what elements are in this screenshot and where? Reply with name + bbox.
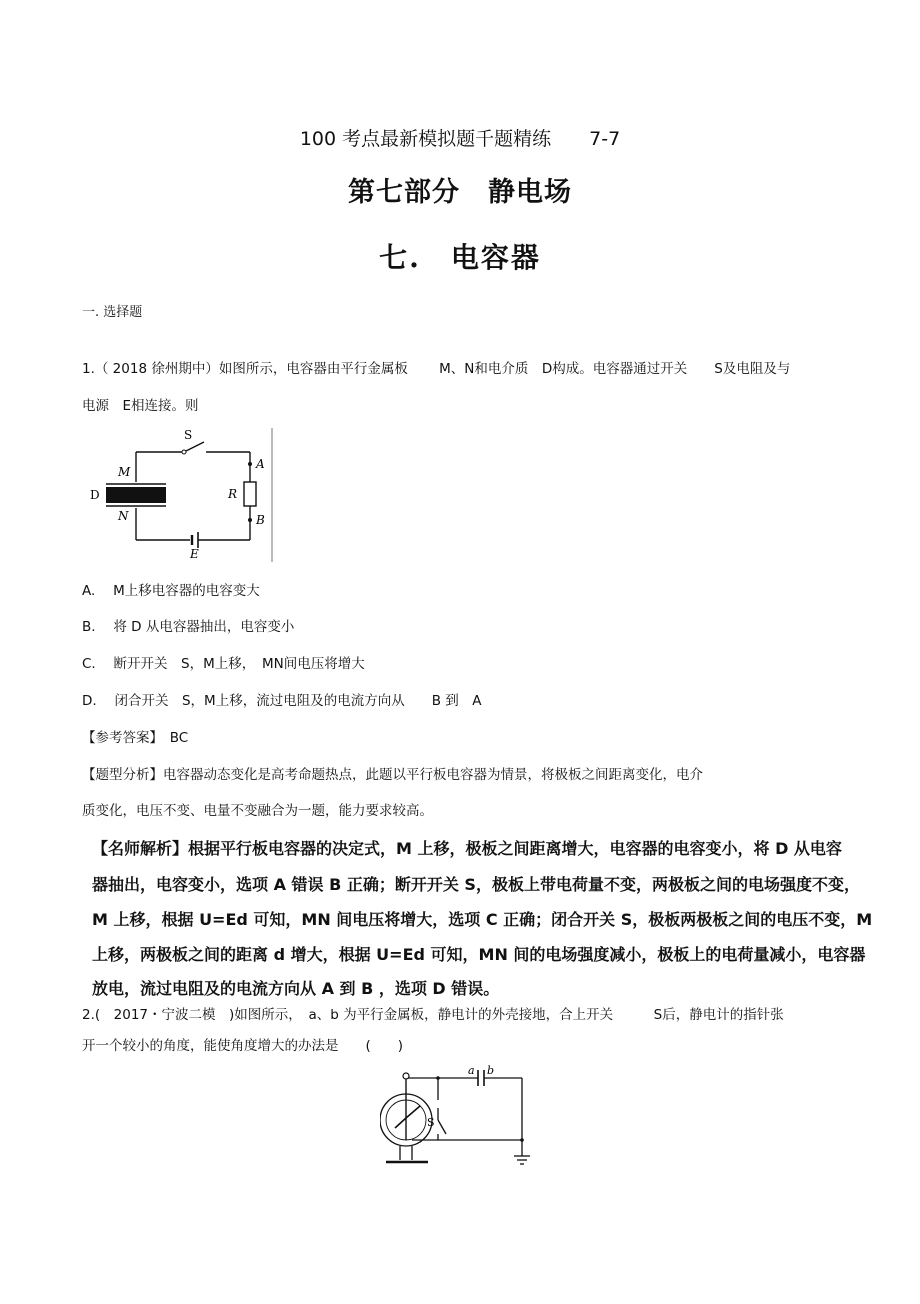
q1-stem-line2: 电源 E相连接。则	[82, 398, 199, 414]
q1-explanation-line5: 放电，流过电阻及的电流方向从 A 到 B ，选项 D 错误。	[92, 979, 500, 998]
label-n: N	[118, 509, 129, 523]
q1-analysis-line1: 【题型分析】电容器动态变化是高考命题热点，此题以平行板电容器为情景，将极板之间距离变化，电介	[82, 767, 703, 783]
header-title: 100 考点最新模拟题千题精练	[299, 128, 552, 150]
q2-electrometer-figure	[380, 1062, 540, 1174]
label-b-plate: b	[487, 1064, 495, 1077]
label-e: E	[190, 547, 199, 561]
label-a-plate: a	[468, 1064, 475, 1077]
q1-answer: 【参考答案】 BC	[82, 730, 189, 746]
q1-analysis-line2: 质变化，电压不变、电量不变融合为一题，能力要求较高。	[82, 803, 433, 819]
q1-stem-line1: 1.（ 2018 徐州期中）如图所示，电容器由平行金属板 M、N和电介质 D构成。电容器通过开关 S及电阻及与	[82, 361, 791, 377]
q1-explanation-line2: 器抽出，电容变小，选项 A 错误 B 正确；断开开关 S，极板上带电荷量不变，两极板之间的电场强度不变，	[92, 875, 860, 894]
q1-option-d: D. 闭合开关 S，M上移，流过电阻及的电流方向从 B 到 A	[82, 693, 482, 709]
label-s: S	[184, 428, 193, 442]
q1-explanation-line3: M 上移，根据 U=Ed 可知，MN 间电压将增大，选项 C 正确；闭合开关 S，极板两极板之间的电压不变，M	[92, 910, 873, 929]
q1-circuit-figure	[86, 424, 286, 566]
q1-explanation-line4: 上移，两极板之间的距离 d 增大，根据 U=Ed 可知，MN 间的电场强度减小，极板上的电荷量减小，电容器	[92, 945, 866, 964]
q1-option-c: C. 断开开关 S，M上移， MN间电压将增大	[82, 656, 365, 672]
header-code: 7-7	[589, 128, 621, 150]
q1-option-b: B. 将 D 从电容器抽出，电容变小	[82, 619, 295, 635]
dielectric-d-block	[106, 487, 166, 503]
label-b: B	[256, 513, 265, 527]
page-header	[0, 124, 920, 151]
label-d: D	[90, 488, 100, 502]
section-title: 七. 电容器	[379, 241, 541, 274]
q2-stem-line2: 开一个较小的角度，能使角度增大的办法是 ( )	[82, 1038, 404, 1054]
q1-explanation-line1: 【名师解析】根据平行板电容器的决定式，M 上移，极板之间距离增大，电容器的电容变小，将 D 从电容	[92, 839, 842, 858]
label-s-switch: S	[427, 1116, 435, 1129]
label-a: A	[256, 457, 265, 471]
q1-option-a: A. M上移电容器的电容变大	[82, 583, 260, 599]
part-title: 第七部分 静电场	[348, 177, 572, 208]
section-label: 一. 选择题	[82, 305, 143, 320]
label-r: R	[228, 487, 238, 501]
q2-stem-line1: 2.( 2017・宁波二模 )如图所示， a、b 为平行金属板，静电计的外壳接地，合上开关 S后，静电计的指针张	[82, 1007, 784, 1023]
label-m: M	[118, 465, 131, 479]
